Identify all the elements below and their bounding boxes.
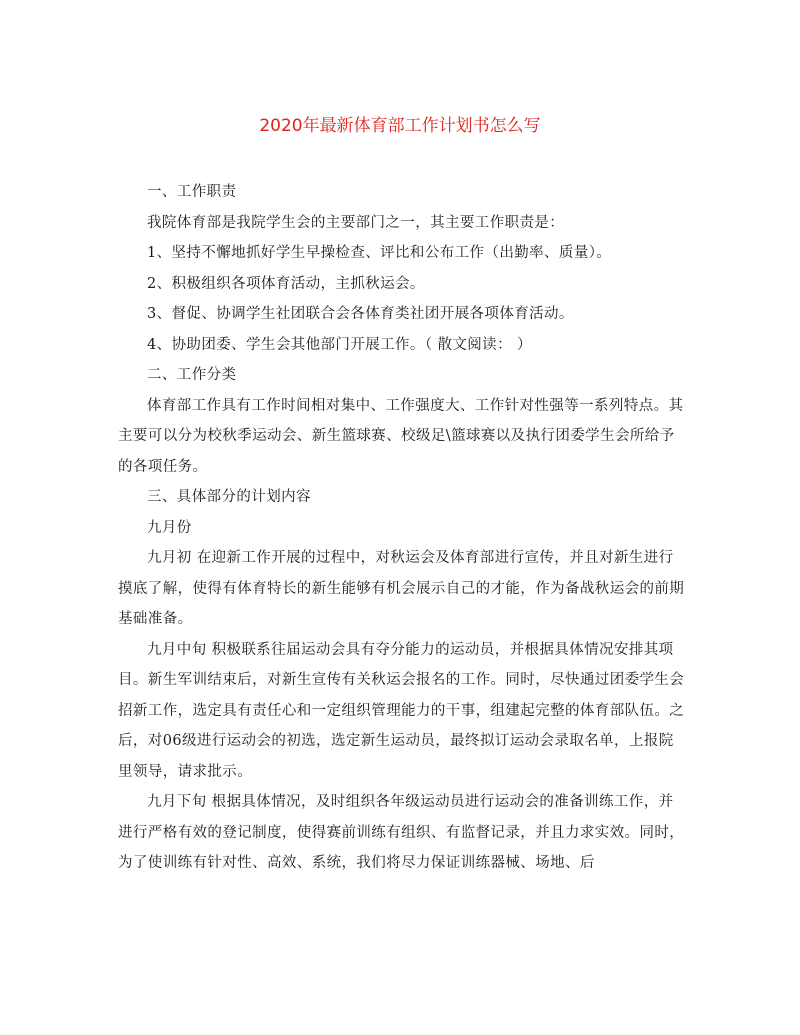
paragraph: 我院体育部是我院学生会的主要部门之一，其主要工作职责是： xyxy=(147,214,565,231)
paragraph: 九月中旬 积极联系往届运动会具有夺分能力的运动员，并根据具体情况安排其项目。新生军训结束后，对新生宣传有关秋运会报名的工作。同时，尽快通过团委学生会招新工作，选定具有责任心和一定组织管理能力的干事，组建起完整的体育部队伍。之后，对06级进行运动会的初选，选定新生运动员，最终拟订运动会录取名单，上报院里领导，请求批示。 xyxy=(118,641,685,780)
list-item: 1、坚持不懈地抓好学生早操检查、评比和公布工作（出勤率、质量）。 xyxy=(147,245,612,261)
list-item: 2、积极组织各项体育活动，主抓秋运会。 xyxy=(147,275,425,292)
paragraph: 九月下旬 根据具体情况，及时组织各年级运动员进行运动会的准备训练工作，并进行严格有效的登记制度，使得赛前训练有组织、有监督记录，并且力求实效。同时，为了使训练有针对性、高效、系统，我们将尽力保证训练器械、场地、后 xyxy=(118,794,685,871)
month-heading: 九月份 xyxy=(147,519,192,536)
section-heading-2: 二、工作分类 xyxy=(147,367,237,383)
list-item: 4、协助团委、学生会其他部门开展工作。（ 散文阅读： ） xyxy=(147,336,532,353)
document-body xyxy=(118,177,686,879)
section-heading-3: 三、具体部分的计划内容 xyxy=(147,489,311,505)
paragraph: 体育部工作具有工作时间相对集中、工作强度大、工作针对性强等一系列特点。其主要可以分为校秋季运动会、新生篮球赛、校级足\篮球赛以及执行团委学生会所给予的各项任务。 xyxy=(118,397,684,475)
list-item: 3、督促、协调学生社团联合会各体育类社团开展各项体育活动。 xyxy=(147,306,574,322)
page-title: 2020年最新体育部工作计划书怎么写 xyxy=(259,116,541,136)
section-heading-1: 一、工作职责 xyxy=(147,184,237,200)
paragraph: 九月初 在迎新工作开展的过程中，对秋运会及体育部进行宣传，并且对新生进行摸底了解，使得有体育特长的新生能够有机会展示自己的才能，作为备战秋运会的前期基础准备。 xyxy=(118,550,685,627)
